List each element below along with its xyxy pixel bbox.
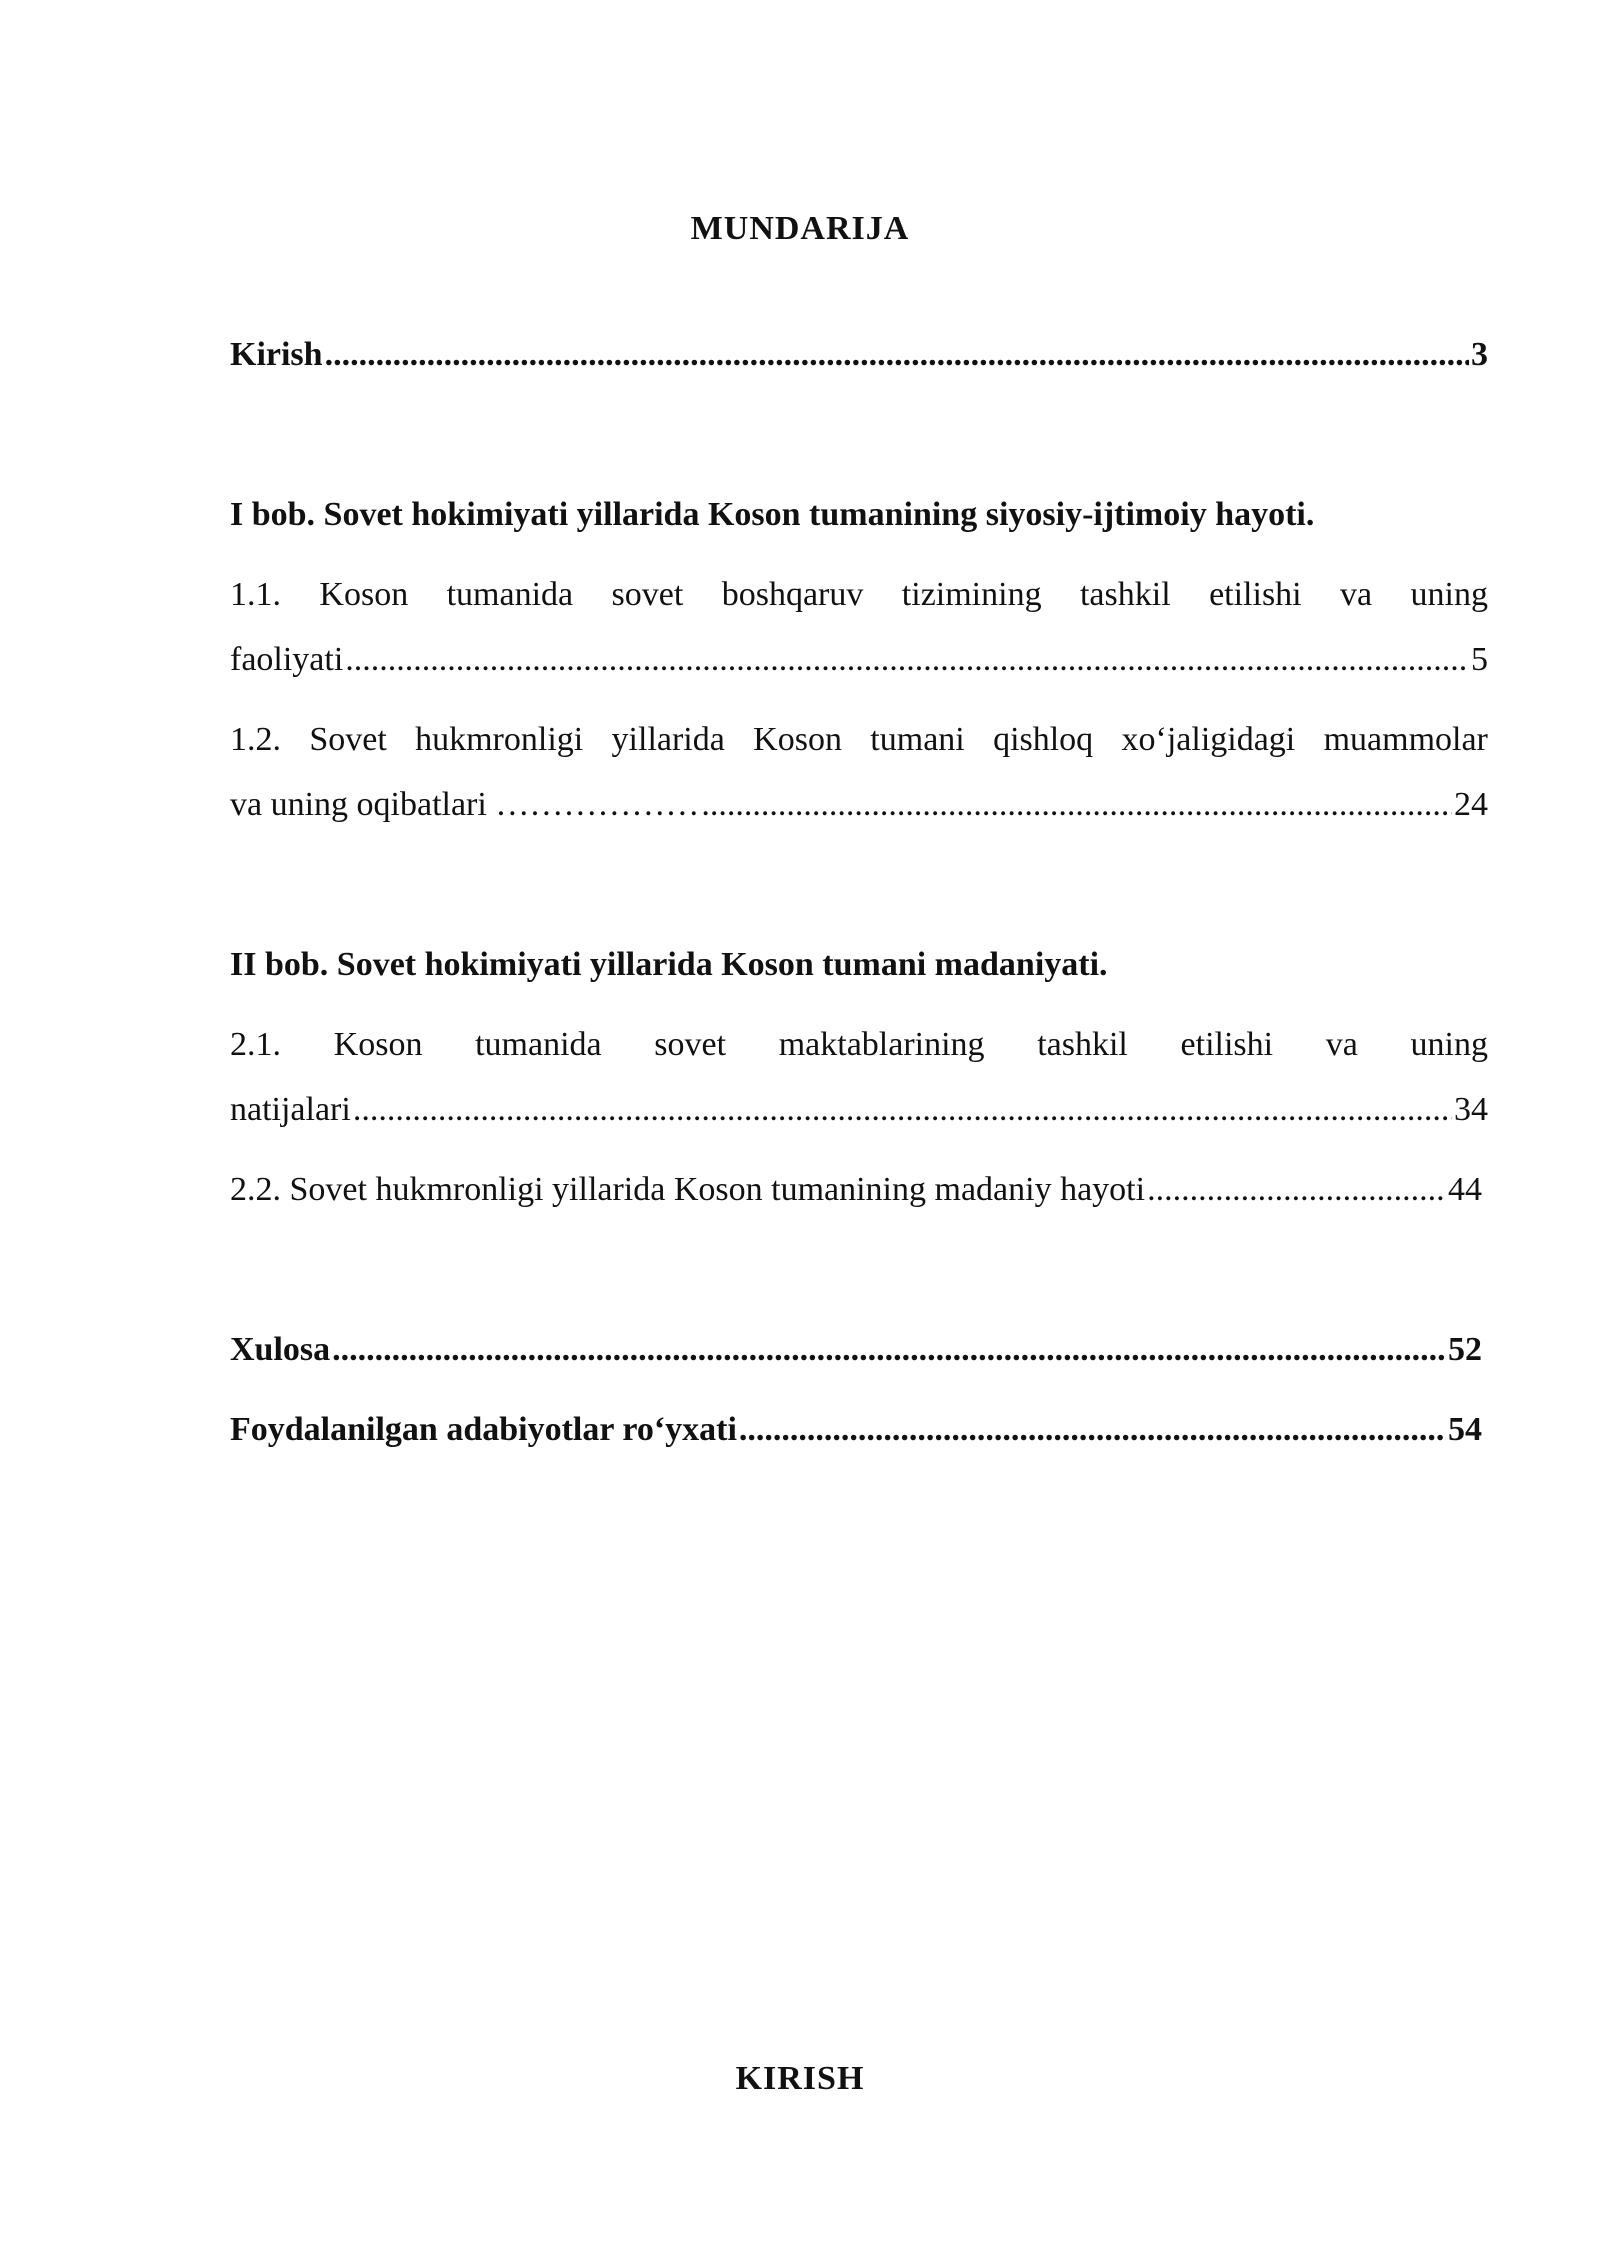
toc-entry-label: natijalari — [230, 1091, 351, 1128]
dot-leader — [332, 1317, 1446, 1382]
dot-leader — [739, 1397, 1446, 1462]
toc-word: tumanida — [446, 576, 574, 613]
toc-entry-1-1-line2 — [230, 627, 1488, 692]
toc-word: boshqaruv — [721, 576, 864, 613]
toc-word: Koson — [753, 721, 842, 758]
toc-word: muammolar — [1323, 721, 1488, 758]
page-title: MUNDARIJA — [690, 210, 910, 247]
toc-page-number: 34 — [1454, 1091, 1488, 1128]
toc-word: tumani — [870, 721, 965, 758]
toc-entry-label: Xulosa — [230, 1331, 331, 1368]
dot-leader — [1147, 1157, 1446, 1222]
toc-page-number: 52 — [1448, 1331, 1482, 1368]
toc-word: etilishi — [1209, 576, 1302, 613]
chapter-1-heading: I bob. Sovet hokimiyati yillarida Koson tumanining siyosiy-ijtimoiy hayoti. — [230, 496, 1315, 533]
toc-word: tashkil — [1079, 576, 1171, 613]
toc-page-number: 54 — [1448, 1411, 1482, 1448]
toc-page-number: 3 — [1471, 336, 1488, 373]
toc-word: va — [1325, 1026, 1358, 1063]
toc-word: tizimining — [901, 576, 1042, 613]
dot-leader — [345, 627, 1469, 692]
toc-entry-1-2-line1 — [230, 707, 1488, 772]
toc-entry-kirish — [230, 322, 1488, 387]
toc-word: 1.2. — [230, 721, 281, 758]
toc-entry-xulosa — [230, 1317, 1482, 1382]
toc-entry-2-1-line1 — [230, 1012, 1488, 1077]
toc-entry-label: Kirish — [230, 336, 323, 373]
next-section-heading — [0, 2060, 1600, 2096]
toc-word: etilishi — [1180, 1026, 1274, 1063]
toc-word: tumanida — [475, 1026, 602, 1063]
toc-word: xo‘jaligidagi — [1121, 721, 1296, 758]
toc-word: qishloq — [993, 721, 1094, 758]
toc-word: tashkil — [1037, 1026, 1128, 1063]
toc-entry-label: va uning oqibatlari ……………… — [230, 786, 700, 823]
toc-entry-1-1-line1 — [230, 562, 1488, 627]
toc-entry-1-2-line2 — [230, 772, 1488, 837]
next-section-heading-text: KIRISH — [735, 2060, 865, 2096]
toc-word: sovet — [611, 576, 684, 613]
toc-word: maktablarining — [778, 1026, 985, 1063]
toc-page-number: 24 — [1454, 786, 1488, 823]
dot-leader — [701, 772, 1452, 837]
toc-entry-label: faoliyati — [230, 641, 344, 678]
toc-page-number: 5 — [1471, 641, 1488, 678]
toc-entry-2-1-line2 — [230, 1077, 1488, 1142]
toc-word: 1.1. — [230, 576, 281, 613]
toc-word: Koson — [319, 576, 409, 613]
toc-word: uning — [1410, 576, 1488, 613]
toc-page-number: 44 — [1448, 1171, 1482, 1208]
dot-leader — [353, 1077, 1452, 1142]
toc-word: hukmronligi — [415, 721, 584, 758]
toc-word: yillarida — [611, 721, 725, 758]
toc-entry-2-2 — [230, 1157, 1482, 1222]
toc-word: sovet — [654, 1026, 727, 1063]
toc-entry-label: 2.2. Sovet hukmronligi yillarida Koson tumanining madaniy hayoti — [230, 1171, 1146, 1208]
dot-leader — [325, 322, 1469, 387]
toc-word: Sovet — [309, 721, 387, 758]
toc-word: 2.1. — [230, 1026, 281, 1063]
toc-word: va — [1340, 576, 1373, 613]
toc-entry-label: Foydalanilgan adabiyotlar ro‘yxati — [230, 1411, 737, 1448]
toc-word: uning — [1410, 1026, 1488, 1063]
toc-entry-adabiyotlar — [230, 1397, 1482, 1462]
chapter-2-heading: II bob. Sovet hokimiyati yillarida Koson tumani madaniyati. — [230, 946, 1108, 983]
toc-word: Koson — [333, 1026, 423, 1063]
